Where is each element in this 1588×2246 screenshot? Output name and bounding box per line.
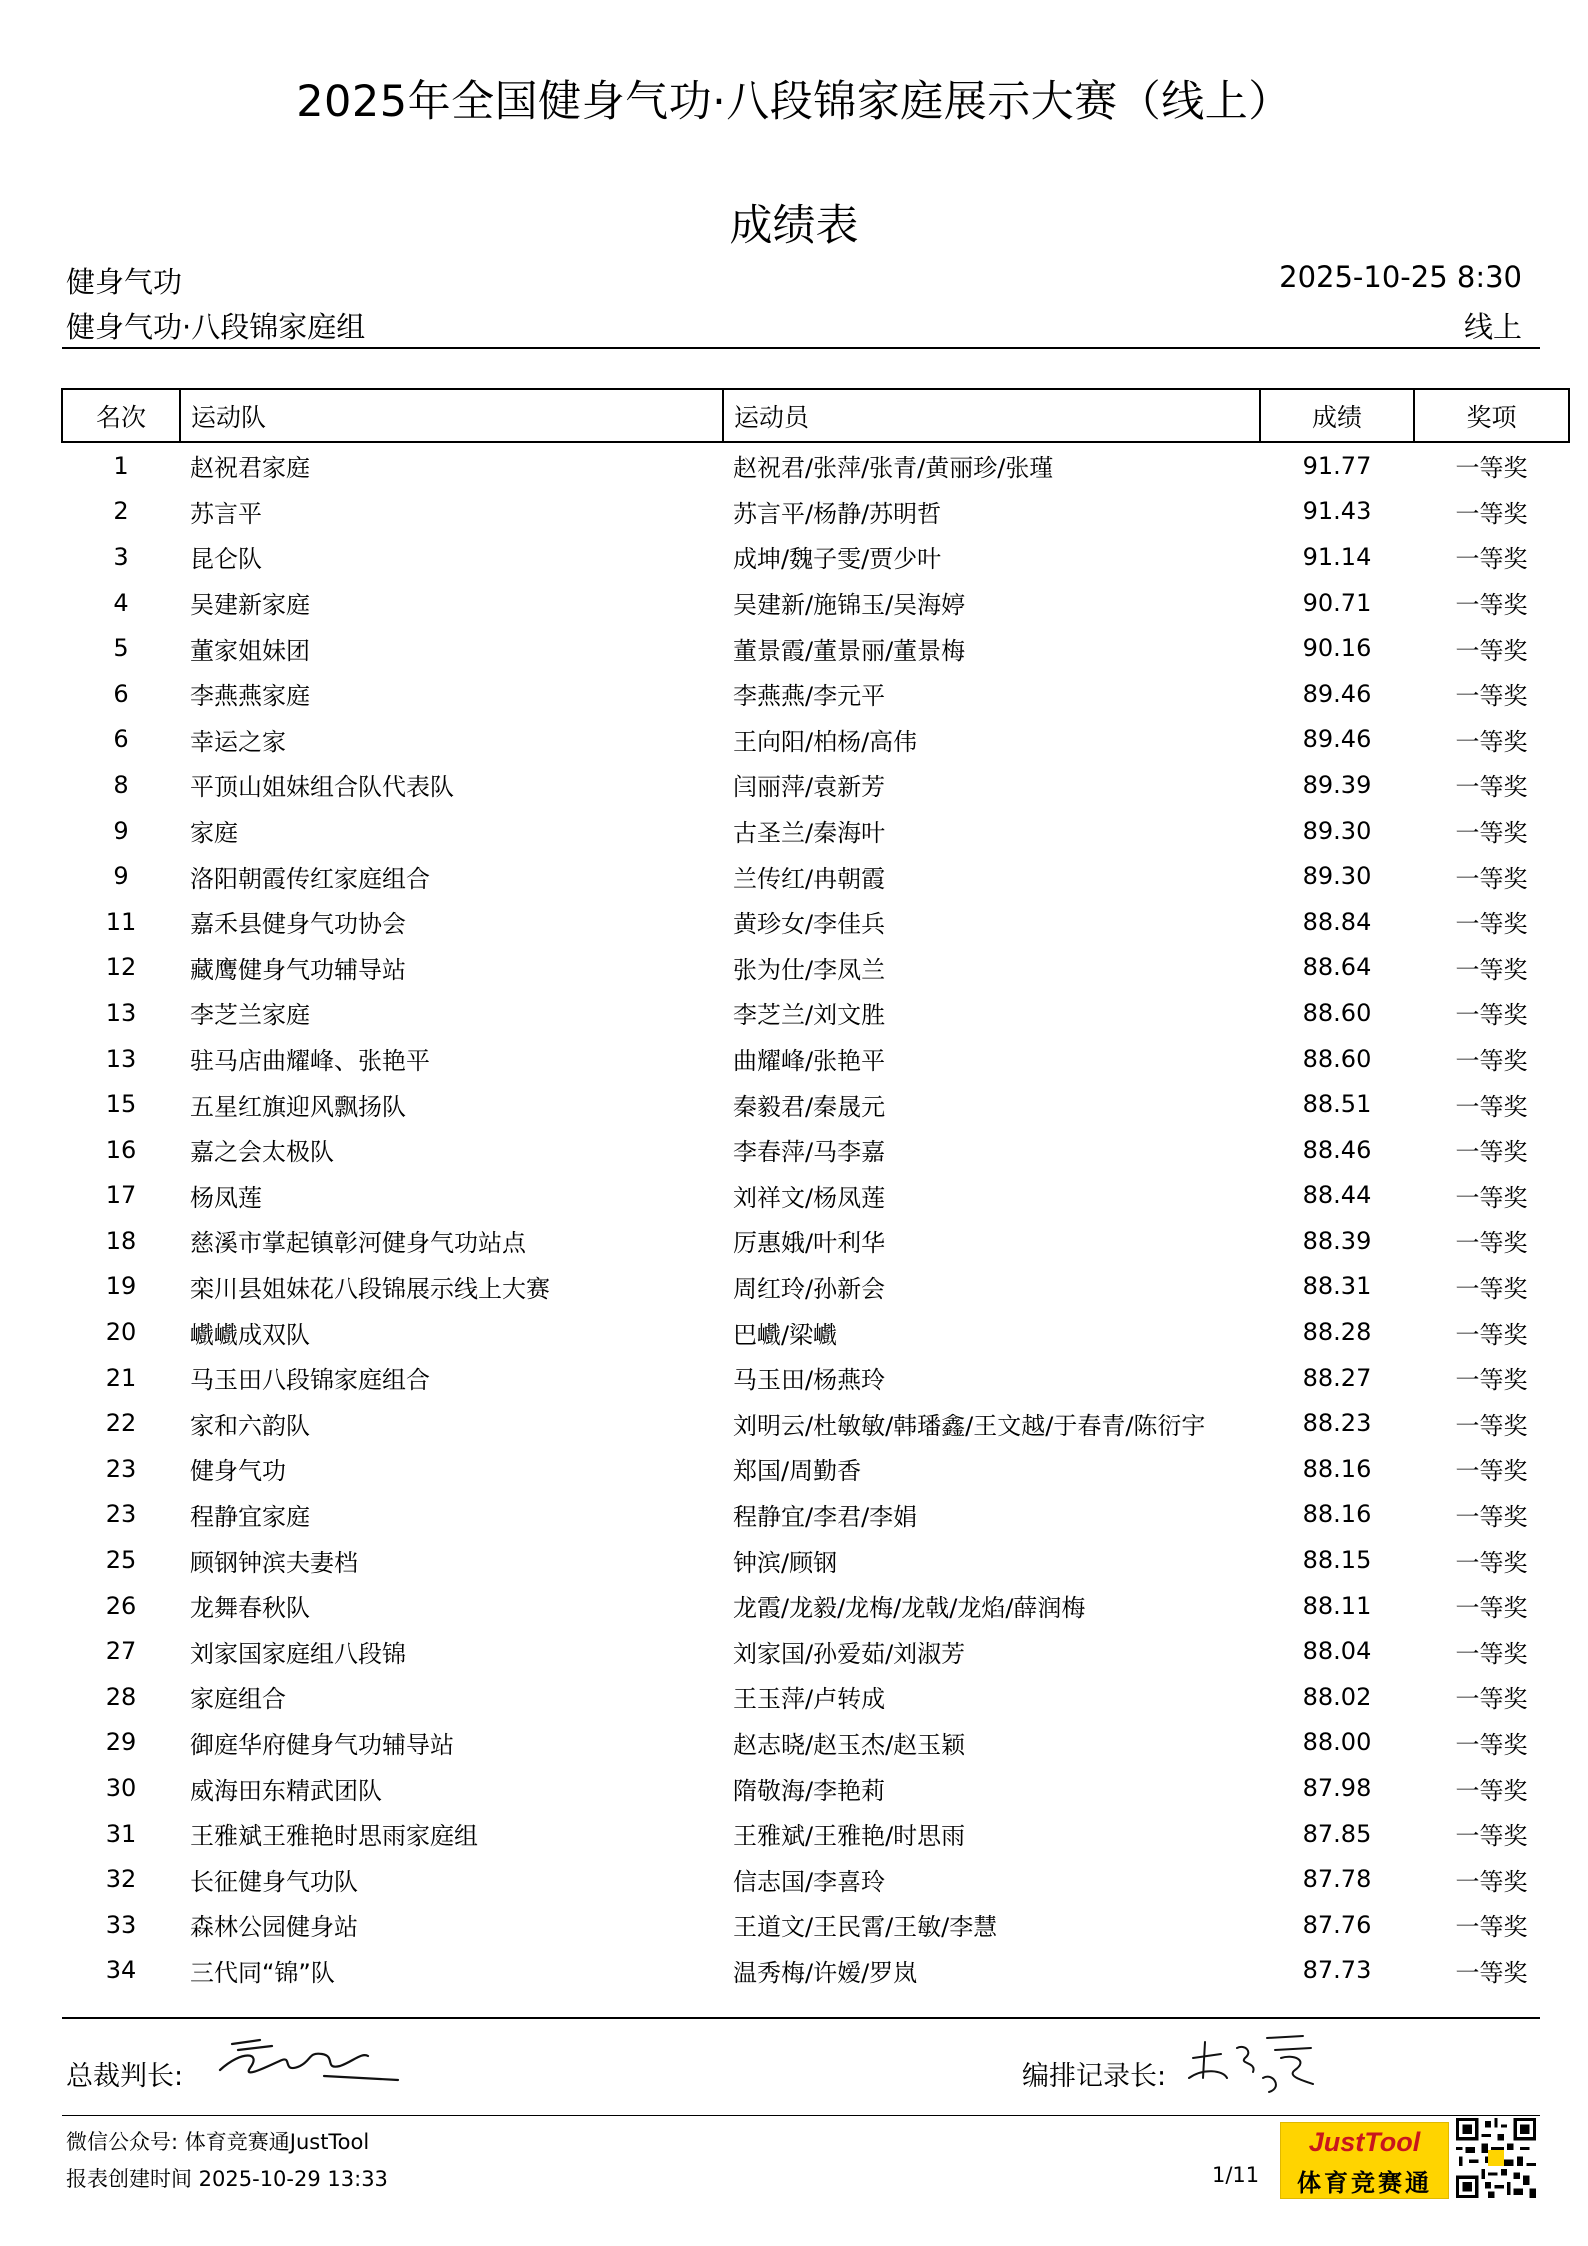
footer-divider <box>62 2115 1540 2116</box>
score-cell: 89.30 <box>1302 816 1372 845</box>
award-cell: 一等奖 <box>1455 1639 1528 1668</box>
award-cell: 一等奖 <box>1455 1776 1528 1805</box>
award-cell: 一等奖 <box>1455 454 1528 483</box>
rank-cell: 29 <box>105 1728 137 1757</box>
table-header-row <box>62 389 1569 442</box>
award-cell: 一等奖 <box>1455 1001 1528 1030</box>
col-score-header: 成绩 <box>1260 389 1414 442</box>
score-cell: 88.00 <box>1302 1728 1372 1757</box>
recorder-label: 编排记录长: <box>1022 2061 1167 2092</box>
table-row <box>62 1902 1569 1948</box>
team-cell: 顾钢钟滨夫妻档 <box>190 1548 358 1577</box>
table-row <box>62 580 1569 626</box>
score-cell: 91.77 <box>1302 451 1372 480</box>
rank-cell: 4 <box>113 588 129 617</box>
team-cell: 健身气功 <box>190 1457 286 1486</box>
athletes-cell: 隋敬海/李艳莉 <box>733 1776 886 1805</box>
rank-cell: 16 <box>105 1135 137 1164</box>
rank-cell: 30 <box>105 1774 137 1803</box>
score-cell: 89.46 <box>1302 679 1372 708</box>
team-cell: 程静宜家庭 <box>190 1502 310 1531</box>
rank-cell: 6 <box>113 679 129 708</box>
group-name: 健身气功·八段锦家庭组 <box>66 310 366 344</box>
rank-cell: 20 <box>105 1318 137 1347</box>
rank-cell: 18 <box>105 1226 137 1255</box>
rank-cell: 17 <box>105 1181 137 1210</box>
rank-cell: 15 <box>105 1090 137 1119</box>
award-cell: 一等奖 <box>1455 1867 1528 1896</box>
athletes-cell: 周红玲/孙新会 <box>733 1274 886 1303</box>
athletes-cell: 秦毅君/秦晟元 <box>733 1092 886 1121</box>
award-cell: 一等奖 <box>1455 727 1528 756</box>
athletes-cell: 苏言平/杨静/苏明哲 <box>733 499 942 528</box>
team-cell: 马玉田八段锦家庭组合 <box>190 1366 430 1395</box>
table-row <box>62 1674 1569 1720</box>
qr-code-icon <box>1456 2118 1536 2198</box>
team-cell: 杨凤莲 <box>190 1183 262 1212</box>
athletes-cell: 闫丽萍/袁新芳 <box>733 773 886 802</box>
table-row <box>62 1218 1569 1264</box>
athletes-cell: 吴建新/施锦玉/吴海婷 <box>733 591 966 620</box>
athletes-cell: 赵志晓/赵玉杰/赵玉颖 <box>733 1730 966 1759</box>
table-row <box>62 1127 1569 1173</box>
team-cell: 藏鹰健身气功辅导站 <box>190 955 406 984</box>
award-cell: 一等奖 <box>1455 1958 1528 1987</box>
score-cell: 88.02 <box>1302 1682 1372 1711</box>
rank-cell: 22 <box>105 1409 137 1438</box>
athletes-cell: 成坤/魏子雯/贾少叶 <box>733 545 942 574</box>
award-cell: 一等奖 <box>1455 773 1528 802</box>
score-cell: 87.85 <box>1302 1819 1372 1848</box>
score-cell: 90.16 <box>1302 634 1372 663</box>
team-cell: 吴建新家庭 <box>190 591 310 620</box>
table-row <box>62 442 1569 489</box>
team-cell: 家庭 <box>190 819 238 848</box>
rank-cell: 5 <box>113 634 129 663</box>
award-cell: 一等奖 <box>1455 1502 1528 1531</box>
score-cell: 91.14 <box>1302 542 1372 571</box>
table-row <box>62 945 1569 991</box>
table-row <box>62 671 1569 717</box>
table-row <box>62 1628 1569 1674</box>
award-cell: 一等奖 <box>1455 1594 1528 1623</box>
table-row <box>62 1856 1569 1902</box>
athletes-cell: 李芝兰/刘文胜 <box>733 1001 886 1030</box>
athletes-cell: 郑国/周勤香 <box>733 1457 862 1486</box>
award-cell: 一等奖 <box>1455 1730 1528 1759</box>
team-cell: 李芝兰家庭 <box>190 1001 310 1030</box>
award-cell: 一等奖 <box>1455 1047 1528 1076</box>
award-cell: 一等奖 <box>1455 636 1528 665</box>
team-cell: 赵祝君家庭 <box>190 454 310 483</box>
venue: 线上 <box>1463 310 1522 344</box>
score-cell: 88.16 <box>1302 1454 1372 1483</box>
rank-cell: 12 <box>105 953 137 982</box>
table-row <box>62 1765 1569 1811</box>
document-subtitle: 成绩表 <box>729 201 859 251</box>
table-row <box>62 1355 1569 1401</box>
col-team-header: 运动队 <box>180 389 723 442</box>
score-cell: 88.31 <box>1302 1272 1372 1301</box>
athletes-cell: 巴巇/梁巇 <box>733 1320 838 1349</box>
chief-referee-label: 总裁判长: <box>66 2061 184 2092</box>
score-cell: 88.46 <box>1302 1135 1372 1164</box>
team-cell: 五星红旗迎风飘扬队 <box>190 1092 406 1121</box>
score-cell: 88.23 <box>1302 1409 1372 1438</box>
team-cell: 巇巇成双队 <box>190 1320 310 1349</box>
score-cell: 89.39 <box>1302 770 1372 799</box>
score-cell: 88.84 <box>1302 907 1372 936</box>
team-cell: 长征健身气功队 <box>190 1867 358 1896</box>
award-cell: 一等奖 <box>1455 1457 1528 1486</box>
team-cell: 李燕燕家庭 <box>190 682 310 711</box>
table-row <box>62 1309 1569 1355</box>
award-cell: 一等奖 <box>1455 1913 1528 1942</box>
athletes-cell: 刘祥文/杨凤莲 <box>733 1183 886 1212</box>
award-cell: 一等奖 <box>1455 1411 1528 1440</box>
team-cell: 威海田东精武团队 <box>190 1776 382 1805</box>
athletes-cell: 兰传红/冉朝霞 <box>733 864 886 893</box>
team-cell: 平顶山姐妹组合队代表队 <box>190 773 454 802</box>
team-cell: 苏言平 <box>190 499 262 528</box>
table-row <box>62 853 1569 899</box>
team-cell: 嘉禾县健身气功协会 <box>190 910 406 939</box>
athletes-cell: 王雅斌/王雅艳/时思雨 <box>733 1822 966 1851</box>
table-row <box>62 717 1569 763</box>
table-row <box>62 1081 1569 1127</box>
rank-cell: 8 <box>113 770 129 799</box>
rank-cell: 13 <box>105 998 137 1027</box>
team-cell: 三代同“锦”队 <box>190 1958 335 1987</box>
athletes-cell: 马玉田/杨燕玲 <box>733 1366 886 1395</box>
page-number: 1/11 <box>1212 2163 1260 2187</box>
rank-cell: 26 <box>105 1591 137 1620</box>
table-row <box>62 899 1569 945</box>
table-row <box>62 1446 1569 1492</box>
award-cell: 一等奖 <box>1455 864 1528 893</box>
rank-cell: 32 <box>105 1865 137 1894</box>
athletes-cell: 刘家国/孙爱茹/刘淑芳 <box>733 1639 966 1668</box>
score-cell: 89.30 <box>1302 862 1372 891</box>
rank-cell: 34 <box>105 1956 137 1985</box>
rank-cell: 9 <box>113 816 129 845</box>
athletes-cell: 曲耀峰/张艳平 <box>733 1047 886 1076</box>
chief-referee-signature <box>212 2030 402 2090</box>
rank-cell: 11 <box>105 907 137 936</box>
athletes-cell: 程静宜/李君/李娟 <box>733 1502 918 1531</box>
justtool-logo <box>1280 2122 1449 2199</box>
score-cell: 89.46 <box>1302 725 1372 754</box>
table-row <box>62 489 1569 535</box>
athletes-cell: 温秀梅/许嫒/罗岚 <box>733 1958 918 1987</box>
score-cell: 88.44 <box>1302 1181 1372 1210</box>
score-cell: 87.76 <box>1302 1910 1372 1939</box>
table-row <box>62 625 1569 671</box>
score-cell: 87.78 <box>1302 1865 1372 1894</box>
athletes-cell: 王向阳/柏杨/高伟 <box>733 727 918 756</box>
athletes-cell: 张为仕/李凤兰 <box>733 955 886 984</box>
athletes-cell: 黄珍女/李佳兵 <box>733 910 886 939</box>
col-award-header: 奖项 <box>1414 389 1569 442</box>
award-cell: 一等奖 <box>1455 499 1528 528</box>
award-cell: 一等奖 <box>1455 682 1528 711</box>
score-cell: 91.43 <box>1302 497 1372 526</box>
score-cell: 88.60 <box>1302 998 1372 1027</box>
event-name: 健身气功 <box>66 265 183 299</box>
athletes-cell: 王玉萍/卢转成 <box>733 1685 886 1714</box>
athletes-cell: 李春萍/马李嘉 <box>733 1138 886 1167</box>
team-cell: 龙舞春秋队 <box>190 1594 310 1623</box>
team-cell: 王雅斌王雅艳时思雨家庭组 <box>190 1822 478 1851</box>
col-rank-header: 名次 <box>62 389 180 442</box>
award-cell: 一等奖 <box>1455 1822 1528 1851</box>
award-cell: 一等奖 <box>1455 1685 1528 1714</box>
table-row <box>62 1811 1569 1857</box>
athletes-cell: 刘明云/杜敏敏/韩璠鑫/王文越/于春青/陈衍宇 <box>733 1411 1206 1440</box>
table-row <box>62 1492 1569 1538</box>
logo-brand-text: JustTool <box>1308 2127 1421 2157</box>
athletes-cell: 董景霞/董景丽/董景梅 <box>733 636 966 665</box>
table-row <box>62 808 1569 854</box>
award-cell: 一等奖 <box>1455 591 1528 620</box>
athletes-cell: 厉惠娥/叶利华 <box>733 1229 886 1258</box>
rank-cell: 31 <box>105 1819 137 1848</box>
table-row <box>62 534 1569 580</box>
athletes-cell: 钟滨/顾钢 <box>733 1548 838 1577</box>
table-row <box>62 1173 1569 1219</box>
table-row <box>62 990 1569 1036</box>
team-cell: 栾川县姐妹花八段锦展示线上大赛 <box>190 1274 550 1303</box>
rank-cell: 27 <box>105 1637 137 1666</box>
award-cell: 一等奖 <box>1455 1092 1528 1121</box>
score-cell: 90.71 <box>1302 588 1372 617</box>
team-cell: 刘家国家庭组八段锦 <box>190 1639 406 1668</box>
rank-cell: 6 <box>113 725 129 754</box>
team-cell: 洛阳朝霞传红家庭组合 <box>190 864 430 893</box>
table-row <box>62 1537 1569 1583</box>
team-cell: 嘉之会太极队 <box>190 1138 334 1167</box>
rank-cell: 21 <box>105 1363 137 1392</box>
award-cell: 一等奖 <box>1455 1274 1528 1303</box>
award-cell: 一等奖 <box>1455 1366 1528 1395</box>
score-cell: 88.11 <box>1302 1591 1372 1620</box>
score-cell: 87.73 <box>1302 1956 1372 1985</box>
score-cell: 88.39 <box>1302 1226 1372 1255</box>
award-cell: 一等奖 <box>1455 910 1528 939</box>
award-cell: 一等奖 <box>1455 1183 1528 1212</box>
table-row <box>62 1948 1569 1994</box>
award-cell: 一等奖 <box>1455 955 1528 984</box>
rank-cell: 33 <box>105 1910 137 1939</box>
rank-cell: 28 <box>105 1682 137 1711</box>
score-cell: 88.28 <box>1302 1318 1372 1347</box>
logo-cn-text: 体育竞赛通 <box>1297 2169 1432 2197</box>
award-cell: 一等奖 <box>1455 1548 1528 1577</box>
team-cell: 家和六韵队 <box>190 1411 310 1440</box>
col-athletes-header: 运动员 <box>723 389 1260 442</box>
recorder-signature <box>1183 2028 1323 2098</box>
award-cell: 一等奖 <box>1455 1229 1528 1258</box>
table-row <box>62 1583 1569 1629</box>
rank-cell: 9 <box>113 862 129 891</box>
rank-cell: 25 <box>105 1546 137 1575</box>
report-created-time: 报表创建时间 2025-10-29 13:33 <box>66 2167 388 2191</box>
team-cell: 幸运之家 <box>190 727 286 756</box>
rank-cell: 23 <box>105 1454 137 1483</box>
athletes-cell: 赵祝君/张萍/张青/黄丽珍/张瑾 <box>733 454 1054 483</box>
results-table <box>61 388 1570 1993</box>
table-row <box>62 1400 1569 1446</box>
athletes-cell: 龙霞/龙毅/龙梅/龙戟/龙焰/薛润梅 <box>733 1594 1086 1623</box>
award-cell: 一等奖 <box>1455 1138 1528 1167</box>
table-row <box>62 1264 1569 1310</box>
rank-cell: 13 <box>105 1044 137 1073</box>
wechat-account: 微信公众号: 体育竞赛通JustTool <box>66 2130 370 2154</box>
table-bottom-divider <box>62 2017 1540 2019</box>
athletes-cell: 古圣兰/秦海叶 <box>733 819 886 848</box>
rank-cell: 19 <box>105 1272 137 1301</box>
award-cell: 一等奖 <box>1455 545 1528 574</box>
header-divider <box>62 347 1540 349</box>
rank-cell: 2 <box>113 497 129 526</box>
team-cell: 驻马店曲耀峰、张艳平 <box>190 1047 430 1076</box>
document-title: 2025年全国健身气功·八段锦家庭展示大赛（线上） <box>296 77 1292 127</box>
team-cell: 昆仑队 <box>190 545 262 574</box>
athletes-cell: 王道文/王民霄/王敏/李慧 <box>733 1913 998 1942</box>
team-cell: 董家姐妹团 <box>190 636 310 665</box>
rank-cell: 23 <box>105 1500 137 1529</box>
table-row <box>62 762 1569 808</box>
score-cell: 87.98 <box>1302 1774 1372 1803</box>
award-cell: 一等奖 <box>1455 819 1528 848</box>
score-cell: 88.27 <box>1302 1363 1372 1392</box>
award-cell: 一等奖 <box>1455 1320 1528 1349</box>
athletes-cell: 李燕燕/李元平 <box>733 682 886 711</box>
score-cell: 88.64 <box>1302 953 1372 982</box>
table-row <box>62 1720 1569 1766</box>
score-cell: 88.04 <box>1302 1637 1372 1666</box>
score-cell: 88.16 <box>1302 1500 1372 1529</box>
athletes-cell: 信志国/李喜玲 <box>733 1867 886 1896</box>
team-cell: 家庭组合 <box>190 1685 286 1714</box>
event-datetime: 2025-10-25 8:30 <box>1279 260 1522 294</box>
rank-cell: 3 <box>113 542 129 571</box>
score-cell: 88.51 <box>1302 1090 1372 1119</box>
team-cell: 森林公园健身站 <box>190 1913 358 1942</box>
rank-cell: 1 <box>113 451 129 480</box>
team-cell: 御庭华府健身气功辅导站 <box>190 1730 454 1759</box>
table-row <box>62 1036 1569 1082</box>
team-cell: 慈溪市掌起镇彰河健身气功站点 <box>190 1229 526 1258</box>
score-cell: 88.15 <box>1302 1546 1372 1575</box>
score-cell: 88.60 <box>1302 1044 1372 1073</box>
